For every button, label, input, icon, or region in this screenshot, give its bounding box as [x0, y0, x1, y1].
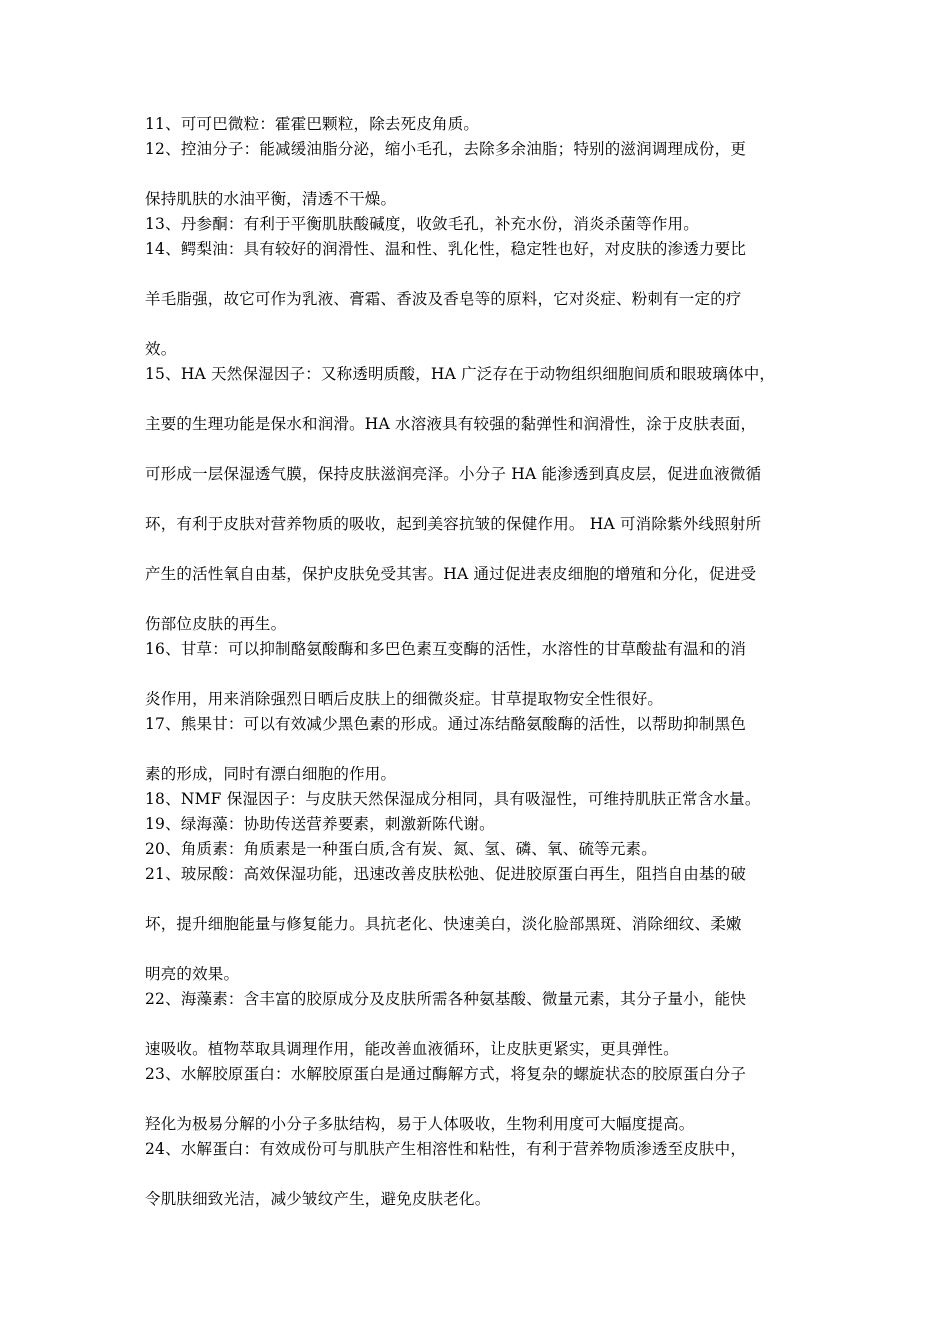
text-line: 产生的活性氧自由基，保护皮肤免受其害。HA 通过促进表皮细胞的增殖和分化，促进受: [145, 565, 757, 583]
blank-line: [145, 162, 805, 187]
text-line: 11、可可巴微粒：霍霍巴颗粒，除去死皮角质。: [145, 115, 480, 133]
blank-line: [145, 262, 805, 287]
blank-line: [145, 537, 805, 562]
text-line: 18、NMF 保湿因子：与皮肤天然保湿成分相同，具有吸湿性，可维持肌肤正常含水量。: [145, 790, 761, 808]
blank-line: [145, 737, 805, 762]
text-line: 主要的生理功能是保水和润滑。HA 水溶液具有较强的黏弹性和润滑性，涂于皮肤表面，: [145, 415, 757, 433]
text-line: 12、控油分子：能减缓油脂分泌，缩小毛孔，去除多余油脂；特别的滋润调理成份，更: [145, 140, 747, 158]
document-body: [145, 112, 805, 1212]
text-line: 17、熊果甘：可以有效减少黑色素的形成。通过冻结酪氨酸酶的活性，以帮助抑制黑色: [145, 715, 747, 733]
text-line: 速吸收。植物萃取具调理作用，能改善血液循环，让皮肤更紧实，更具弹性。: [145, 1040, 679, 1058]
text-line: 保持肌肤的水油平衡，清透不干燥。: [145, 190, 397, 208]
blank-line: [145, 1012, 805, 1037]
text-line: 24、水解蛋白：有效成份可与肌肤产生相溶性和粘性，有利于营养物质渗透至皮肤中，: [145, 1140, 747, 1158]
text-line: 可形成一层保湿透气膜，保持皮肤滋润亮泽。小分子 HA 能渗透到真皮层，促进血液微循: [145, 465, 762, 483]
blank-line: [145, 937, 805, 962]
text-line: 羟化为极易分解的小分子多肽结构，易于人体吸收，生物利用度可大幅度提高。: [145, 1115, 695, 1133]
text-line: 环，有利于皮肤对营养物质的吸收，起到美容抗皱的保健作用。 HA 可消除紫外线照射所: [145, 515, 762, 533]
text-line: 明亮的效果。: [145, 965, 240, 983]
blank-line: [145, 487, 805, 512]
blank-line: [145, 1162, 805, 1187]
blank-line: [145, 312, 805, 337]
blank-line: [145, 887, 805, 912]
text-line: 坏，提升细胞能量与修复能力。具抗老化、快速美白，淡化脸部黑斑、消除细纹、柔嫩: [145, 915, 742, 933]
text-line: 令肌肤细致光洁，减少皱纹产生，避免皮肤老化。: [145, 1190, 491, 1208]
text-line: 23、水解胶原蛋白：水解胶原蛋白是通过酶解方式，将复杂的螺旋状态的胶原蛋白分子: [145, 1065, 747, 1083]
blank-line: [145, 662, 805, 687]
text-line: 19、绿海藻：协助传送营养要素，刺激新陈代谢。: [145, 815, 495, 833]
text-line: 21、玻尿酸：高效保湿功能，迅速改善皮肤松弛、促进胶原蛋白再生，阻挡自由基的破: [145, 865, 747, 883]
text-line: 14、鳄梨油：具有较好的润滑性、温和性、乳化性，稳定牲也好，对皮肤的渗透力要比: [145, 240, 747, 258]
blank-line: [145, 437, 805, 462]
text-line: 炎作用，用来消除强烈日晒后皮肤上的细微炎症。甘草提取物安全性很好。: [145, 690, 664, 708]
text-line: 16、甘草：可以抑制酪氨酸酶和多巴色素互变酶的活性，水溶性的甘草酸盐有温和的消: [145, 640, 747, 658]
text-line: 22、海藻素：含丰富的胶原成分及皮肤所需各种氨基酸、微量元素，其分子量小，能快: [145, 990, 747, 1008]
text-line: 素的形成，同时有漂白细胞的作用。: [145, 765, 397, 783]
text-line: 伤部位皮肤的再生。: [145, 615, 287, 633]
text-line: 15、HA 天然保湿因子：又称透明质酸，HA 广泛存在于动物组织细胞间质和眼玻璃体中，: [145, 365, 776, 383]
blank-line: [145, 587, 805, 612]
text-line: 13、丹参酮：有利于平衡肌肤酸碱度，收敛毛孔，补充水份，消炎杀菌等作用。: [145, 215, 699, 233]
text-line: 效。: [145, 340, 177, 358]
blank-line: [145, 1087, 805, 1112]
text-line: 羊毛脂强，故它可作为乳液、膏霜、香波及香皂等的原料，它对炎症、粉刺有一定的疗: [145, 290, 742, 308]
text-line: 20、角质素：角质素是一种蛋白质,含有炭、氮、氢、磷、氧、硫等元素。: [145, 840, 657, 858]
blank-line: [145, 387, 805, 412]
